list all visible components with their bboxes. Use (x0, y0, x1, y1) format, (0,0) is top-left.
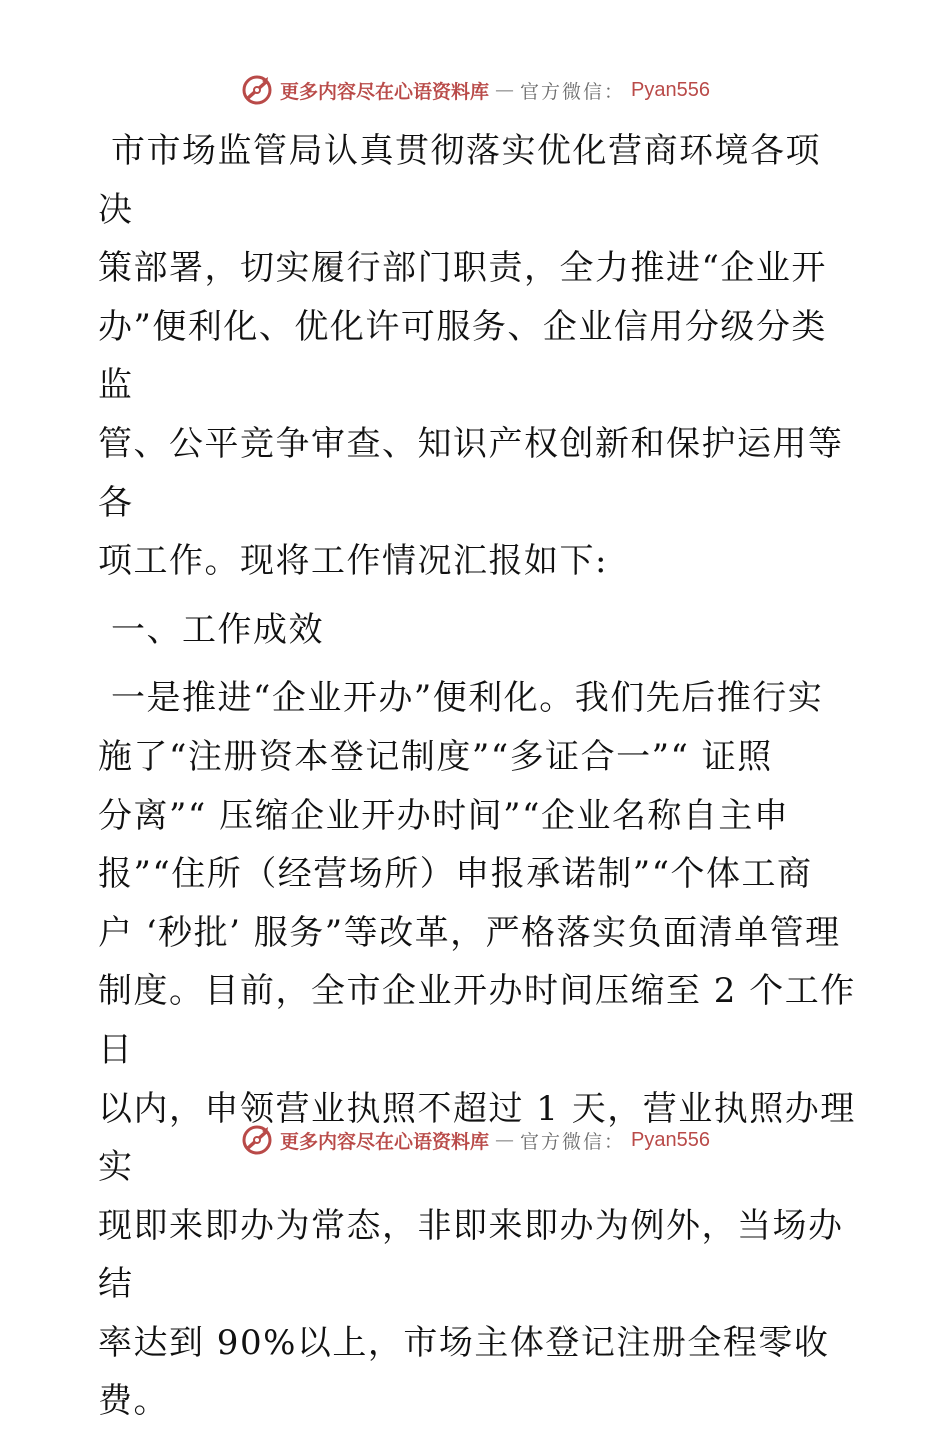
intro-paragraph (98, 122, 856, 591)
separator: — (495, 1129, 515, 1151)
body-line: 报”“住所（经营场所）申报承诺制”“个体工商 (98, 854, 813, 895)
document-body (98, 122, 856, 1431)
body-line: 制度。目前，全市企业开办时间压缩至 2 个工作日 (98, 971, 856, 1070)
logo-icon (240, 1123, 274, 1157)
intro-line: 策部署，切实履行部门职责，全力推进“企业开 (98, 248, 827, 289)
official-label: 官方微信： (520, 1130, 626, 1153)
promo-text: 更多内容尽在心语资料库 (280, 1130, 490, 1153)
header-banner (0, 70, 950, 110)
footer-banner (0, 1120, 950, 1160)
intro-line: 办”便利化、优化许可服务、企业信用分级分类监 (98, 306, 827, 406)
logo-icon (240, 73, 274, 107)
point-one-paragraph (98, 669, 856, 1431)
section-heading: 一、工作成效 (111, 609, 324, 650)
body-line: 以内，申领营业执照不超过 1 天，营业执照办理实 (98, 1088, 856, 1188)
body-line: 分离”“ 压缩企业开办时间”“企业名称自主申 (98, 795, 790, 836)
intro-line: 管、公平竞争审查、知识产权创新和保护运用等各 (98, 423, 844, 523)
intro-line: 项工作。现将工作情况汇报如下: (98, 541, 608, 582)
intro-line: 市市场监管局认真贯彻落实优化营商环境各项决 (98, 131, 821, 230)
body-line: 现即来即办为常态，非即来即办为例外，当场办结 (98, 1205, 844, 1305)
body-line: 率达到 90%以上，市场主体登记注册全程零收费。 (98, 1322, 830, 1422)
body-line: 一是推进“企业开办”便利化。我们先后推行实 (111, 678, 824, 719)
body-line: 户 ‘秒批’ 服务”等改革，严格落实负面清单管理 (98, 912, 841, 953)
promo-text: 更多内容尽在心语资料库 (280, 80, 490, 103)
wechat-id: Pyan556 (631, 78, 710, 101)
wechat-id: Pyan556 (631, 1128, 710, 1151)
official-label: 官方微信： (520, 80, 626, 103)
separator: — (495, 79, 515, 101)
body-line: 施了“注册资本登记制度”“多证合一”“ 证照 (98, 736, 773, 777)
